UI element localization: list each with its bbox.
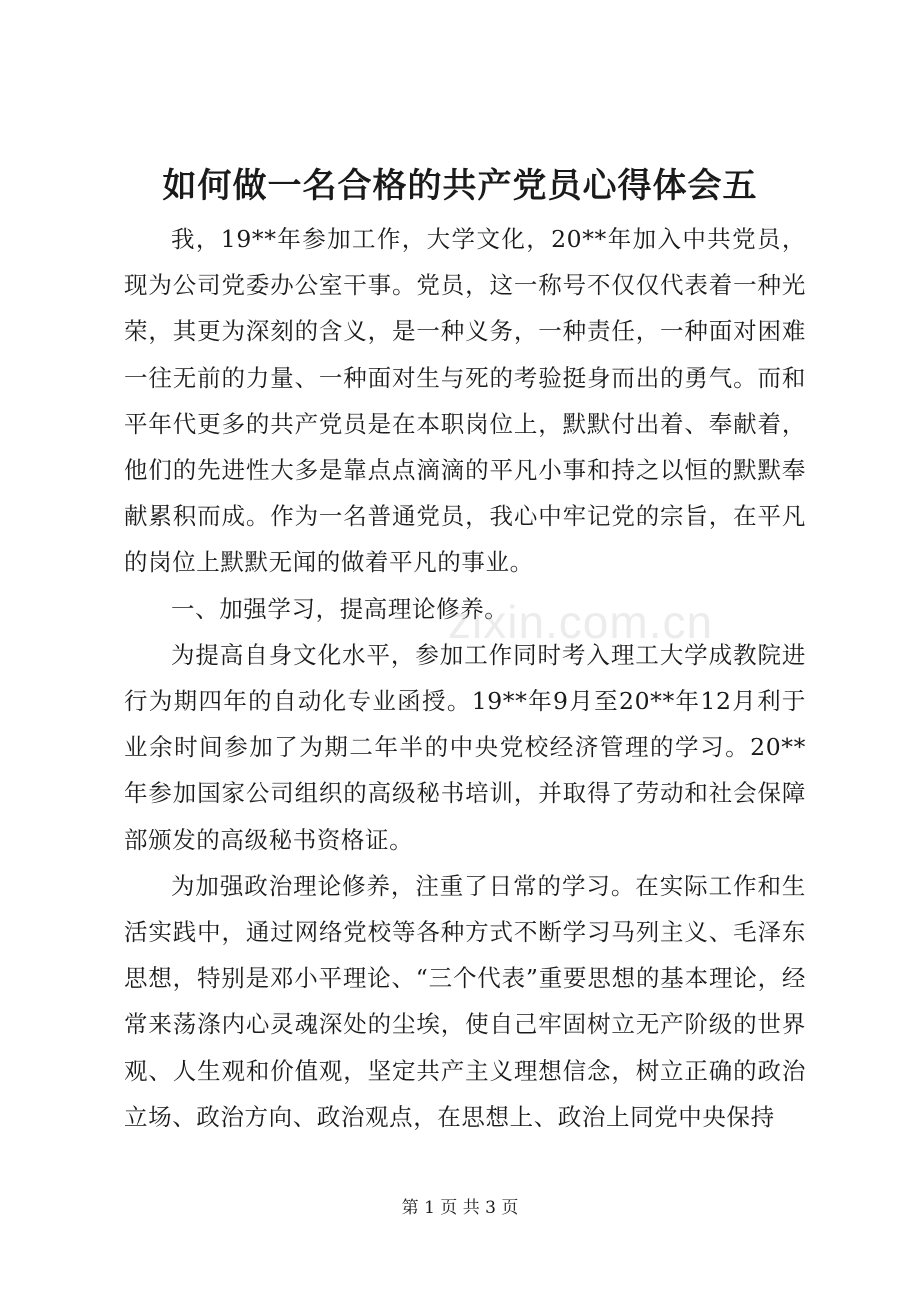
site-watermark: zixin.com.cn	[448, 596, 714, 648]
page-number-footer: 第 1 页 共 3 页	[401, 1198, 519, 1218]
section-heading-study: 一、加强学习，提高理论修养。	[171, 594, 509, 623]
paragraph-education: 为提高自身文化水平，参加工作同时考入理工大学成教院进行为期四年的自动化专业函授。19**年9月至20**年12月利于业余时间参加了为期二年半的中央党校经济管理的学习。20**年参加国家公司组织的高级秘书培训，并取得了劳动和社会保障部颁发的高级秘书资格证。	[124, 640, 806, 854]
paragraph-intro: 我，19**年参加工作，大学文化，20**年加入中共党员，现为公司党委办公室干事。党员，这一称号不仅仅代表着一种光荣，其更为深刻的含义，是一种义务，一种责任，一种面对困难一往无前的力量、一种面对生与死的考验挺身而出的勇气。而和平年代更多的共产党员是在本职岗位上，默默付出着、奉献着，他们的先进性大多是靠点点滴滴的平凡小事和持之以恒的默默奉献累积而成。作为一名普通党员，我心中牢记党的宗旨，在平凡的岗位上默默无闻的做着平凡的事业。	[124, 225, 806, 577]
document-title: 如何做一名合格的共产党员心得体会五	[162, 166, 758, 206]
document-body	[124, 216, 806, 1140]
paragraph-political-theory: 为加强政治理论修养，注重了日常的学习。在实际工作和生活实践中，通过网络党校等各种方式不断学习马列主义、毛泽东思想，特别是邓小平理论、“三个代表”重要思想的基本理论，经常来荡涤内心灵魂深处的尘埃，使自己牢固树立无产阶级的世界观、人生观和价值观，坚定共产主义理想信念，树立正确的政治立场、政治方向、政治观点，在思想上、政治上同党中央保持	[124, 871, 806, 1131]
